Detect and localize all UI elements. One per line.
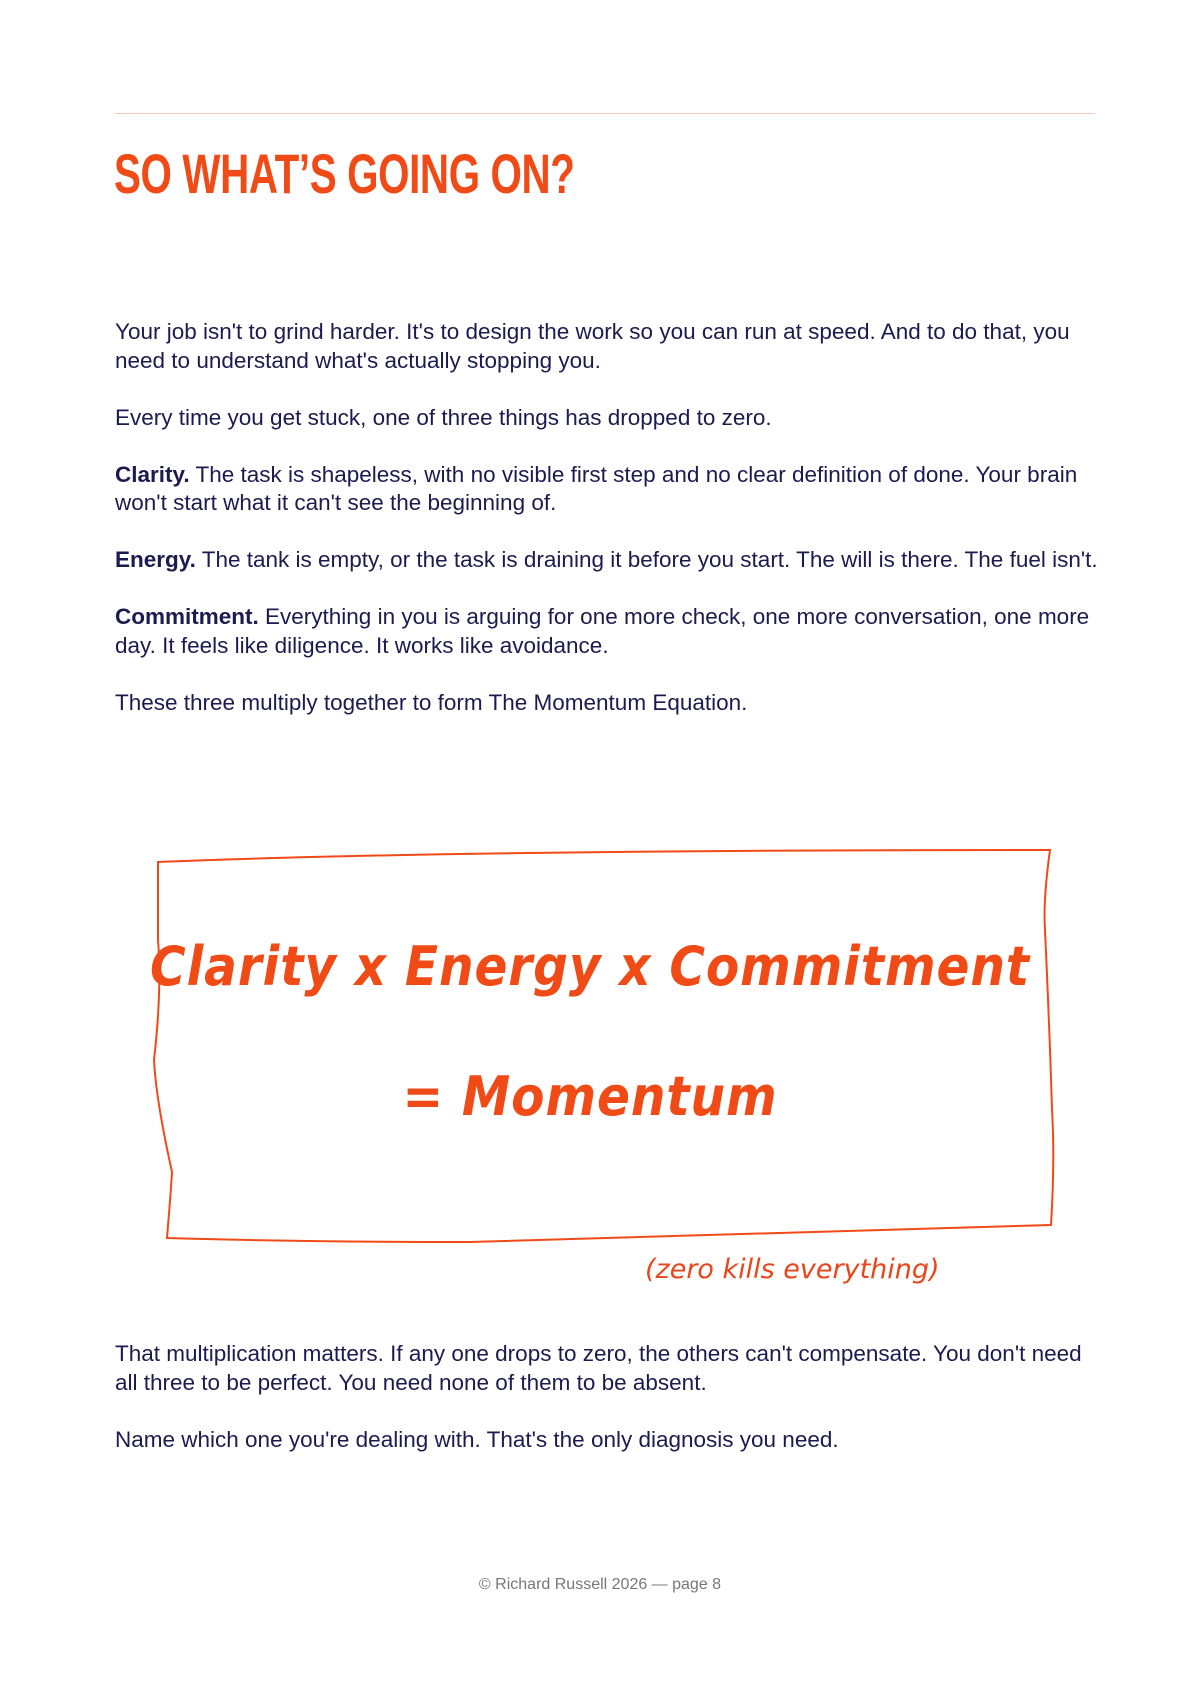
factor-clarity bbox=[115, 461, 1105, 518]
factor-commitment bbox=[115, 603, 1105, 660]
factor-text: The task is shapeless, with no visible first step and no clear definition of done. Your brain won't start what it can't see the beginning of. bbox=[115, 461, 1078, 515]
body-text-lower bbox=[115, 1340, 1105, 1483]
header-divider bbox=[115, 113, 1095, 114]
equation-line-2: = Momentum bbox=[402, 1065, 778, 1128]
paragraph: Your job isn't to grind harder. It's to design the work so you can run at speed. And to do that, you need to understand what's actually stopping you. bbox=[115, 319, 1070, 373]
paragraph: Name which one you're dealing with. That's the only diagnosis you need. bbox=[115, 1426, 839, 1452]
equation-line-1: Clarity x Energy x Commitment bbox=[149, 935, 1031, 998]
factor-term: Energy. bbox=[115, 547, 196, 572]
factor-text: Everything in you is arguing for one more check, one more conversation, one more day. It feels like diligence. It works like avoidance. bbox=[115, 604, 1090, 658]
paragraph: These three multiply together to form The Momentum Equation. bbox=[115, 689, 748, 715]
paragraph: Every time you get stuck, one of three things has dropped to zero. bbox=[115, 404, 772, 430]
paragraph: That multiplication matters. If any one drops to zero, the others can't compensate. You don't need all three to be perfect. You need none of them to be absent. bbox=[115, 1341, 1082, 1395]
factor-energy bbox=[115, 546, 1105, 575]
equation-caption: (zero kills everything) bbox=[645, 1254, 940, 1285]
equation-box bbox=[150, 840, 1060, 1250]
factor-term: Clarity. bbox=[115, 461, 190, 487]
factor-text: The tank is empty, or the task is draining it before you start. The will is there. The fuel isn't. bbox=[195, 547, 1098, 572]
page-title: SO WHAT’S GOING ON? bbox=[114, 142, 575, 205]
page-footer: © Richard Russell 2026 — page 8 bbox=[478, 1576, 722, 1593]
body-text bbox=[115, 318, 1105, 746]
factor-term: Commitment. bbox=[115, 604, 259, 629]
